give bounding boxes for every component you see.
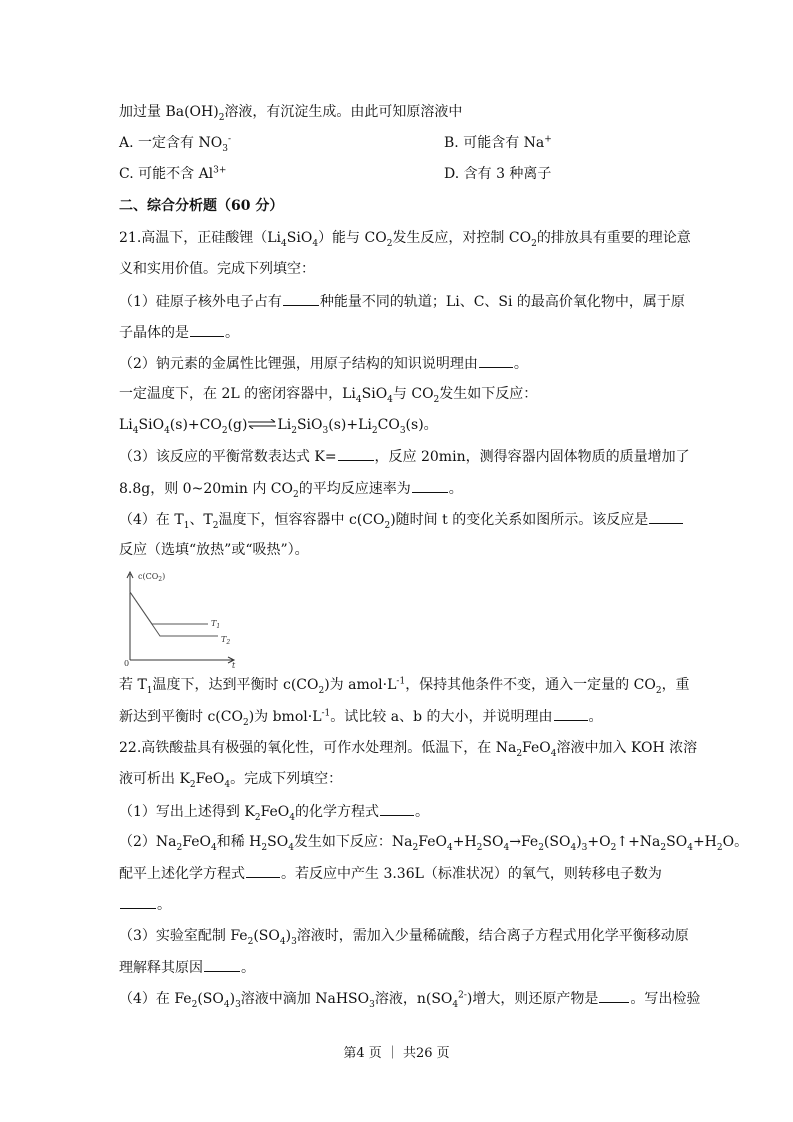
answer-blank[interactable] (479, 353, 513, 368)
question-21-3: （3）该反应的平衡常数表达式 K= ，反应 20min，测得容器内固体物质的质量增加了 (119, 446, 690, 467)
origin-label: 0 (124, 659, 130, 668)
text-line: 反应（选填“放热”或“吸热”）。 (119, 542, 309, 558)
option-b: B. 可能含有 Na+ (444, 134, 552, 151)
answer-blank[interactable] (649, 509, 683, 524)
curve-t2 (130, 592, 221, 636)
answer-blank[interactable] (204, 957, 240, 972)
text-line: 一定温度下，在 2L 的密闭容器中，$Li_4SiO_4$与 $CO_2$发生如下反应： (119, 386, 538, 405)
question-22-2: $(2)Na_2FeO_4$和稀 $H_2SO_4$发生如下反应：$Na_2FeO_4+H_2SO_4\to Fe_2(SO_4)_3+O_2↑+Na_2SO_4+H_2O$。 (119, 834, 749, 853)
text-line: 加过量 $Ba(OH)_2$溶液，有沉淀生成。由此可知原溶液中 (119, 104, 463, 123)
answer-blank[interactable] (190, 322, 224, 337)
text-line: 理解释其原因 。 (119, 957, 255, 978)
page-footer: 第4 页 ｜ 共26 页 (343, 1046, 450, 1061)
text-line: 液可析出 $K_2FeO_4$。完成下列填空： (119, 771, 343, 790)
section-heading: 二、综合分析题（60 分） (119, 198, 284, 214)
question-22-4: （4）在 $Fe_2(SO_4)_3$溶液中滴加 NaHSO$_3$溶液，$n(SO_4^{2-})$增大，则还原产物是 。写出检验 (119, 988, 700, 1009)
question-22-1: （1）写出上述得到 $K_2FeO_4$的化学方程式 。 (119, 801, 429, 822)
answer-blank[interactable] (246, 863, 280, 878)
option-c: C. 可能不含 $Al^{3+}$ (119, 165, 227, 182)
equilibrium-arrow-icon (247, 420, 277, 430)
answer-blank[interactable] (338, 446, 374, 461)
text-line: 新达到平衡时 $c(CO_2)$为 $bmol\cdot L^{-1}$。试比较 a、b 的大小，并说明理由 。 (119, 706, 603, 727)
text-line: 8.8g，则 0~20min 内 $CO_2$的平均反应速率为 。 (119, 478, 463, 499)
answer-blank[interactable] (283, 291, 319, 306)
answer-blank[interactable] (120, 894, 156, 909)
answer-blank[interactable] (599, 988, 629, 1003)
option-d: D. 含有 3 种离子 (444, 166, 552, 182)
question-21-1: （1）硅原子核外电子占有 种能量不同的轨道；Li、C、Si 的最高价氧化物中，属于原 (119, 291, 685, 312)
question-22-3: （3）实验室配制 $Fe_2(SO_4)_3$溶液时，需加入少量稀硫酸，结合离子方程式用化学平衡移动原 (119, 928, 689, 947)
t2-label: $T_2$ (221, 635, 231, 646)
x-axis-label: t (232, 661, 236, 670)
text-line: 配平上述化学方程式 。若反应中产生 3.36L（标准状况）的氧气，则转移电子数为 (119, 863, 662, 884)
y-axis-label: $c(CO_2)$ (138, 572, 166, 583)
text-line: 。 (119, 894, 171, 915)
question-21-4: （4）在 $T_1$、$T_2$温度下，恒容容器中 $c(CO_2)$随时间 t 的变化关系如图所示。该反应是 (119, 509, 684, 530)
question-21-intro: 21.高温下，正硅酸锂$(Li_4SiO_4)$能与 $CO_2$发生反应，对控制 $CO_2$的排放具有重要的理论意 (119, 230, 691, 249)
t1-label: $T_1$ (211, 619, 221, 630)
question-22-intro: 22.高铁酸盐具有极强的氧化性，可作水处理剂。低温下，在 $Na_2FeO_4$溶液中加入 KOH 浓溶 (119, 740, 698, 759)
question-21-5: 若 $T_1$温度下，达到平衡时 $c(CO_2)$为 $amol\cdot L^{-1}$，保持其他条件不变，通入一定量的 $CO_2$，重 (119, 676, 690, 696)
concentration-time-graph (118, 566, 248, 670)
text-line: 义和实用价值。完成下列填空： (119, 261, 315, 277)
answer-blank[interactable] (554, 706, 588, 721)
answer-blank[interactable] (412, 478, 448, 493)
question-21-2: （2）钠元素的金属性比锂强，用原子结构的知识说明理由 。 (119, 353, 528, 374)
text-line: 子晶体的是 。 (119, 322, 239, 343)
reaction-equation: $Li_4SiO_4(s)+CO_2(g)$ $Li_2SiO_3(s)+Li_2CO_3(s)$。 (119, 417, 438, 436)
answer-blank[interactable] (380, 801, 414, 816)
curve-t1 (130, 592, 208, 624)
option-a: A. 一定含有 $NO_3^-$ (119, 134, 231, 154)
